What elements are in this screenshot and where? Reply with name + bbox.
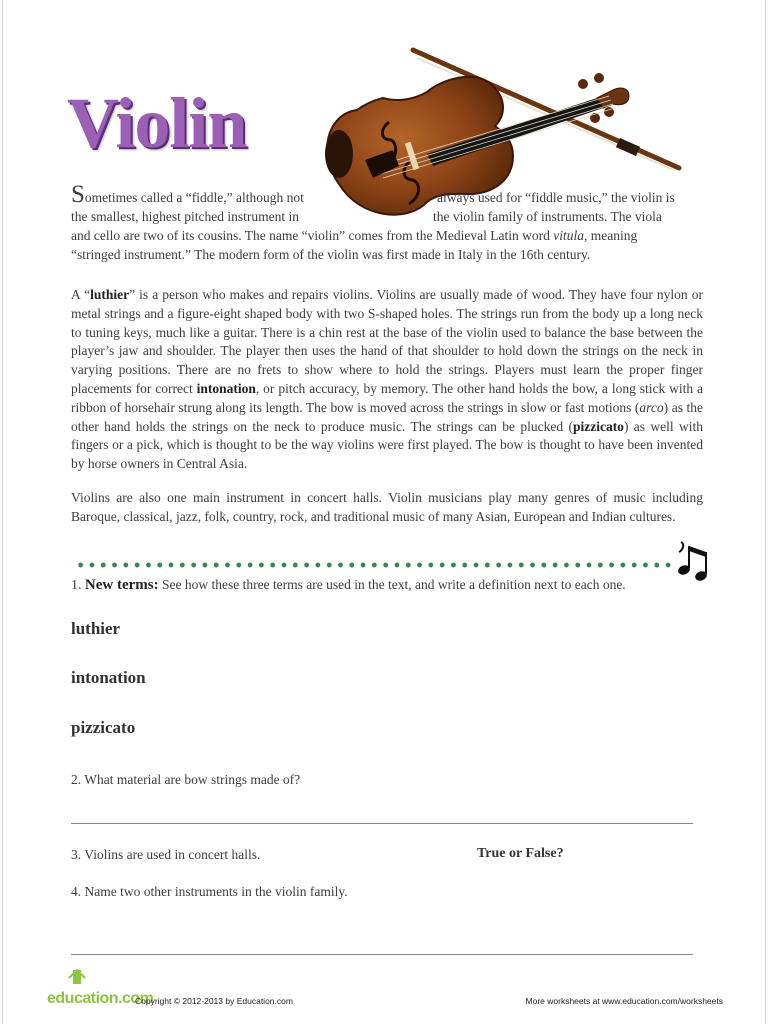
intro-line3-text: and cello are two of its cousins. The name “violin” comes from the Medieval Latin word (71, 228, 554, 243)
intro-paragraph (71, 181, 703, 266)
term-luthier: luthier (90, 287, 130, 302)
music-notes-icon (675, 538, 713, 582)
question-3: 3. Violins are used in concert halls. (71, 847, 261, 862)
drop-cap: S (71, 181, 85, 208)
q1-number: 1. (71, 578, 82, 593)
term-pizzicato: pizzicato (572, 418, 624, 434)
intro-line1-right: always used for “fiddle music,” the violin is (437, 190, 675, 205)
worksheet-page (2, 0, 766, 1024)
term-item-luthier: luthier (71, 619, 121, 638)
term-item-pizzicato: pizzicato (71, 718, 136, 737)
footer (3, 968, 767, 1018)
intro-line2-left: the smallest, highest pitched instrument in (71, 209, 299, 224)
true-false-prompt: True or False? (477, 846, 564, 861)
intro-line2-right: the violin family of instruments. The viola (433, 209, 662, 224)
answer-line-q2 (71, 823, 693, 824)
intro-line3 (71, 227, 637, 246)
luthier-paragraph (71, 286, 703, 474)
question-2: 2. What material are bow strings made of? (71, 772, 301, 787)
concert-paragraph: Violins are also one main instrument in concert halls. Violin musicians play many genres of music including Baroque, classical, jazz, folk, country, rock, and traditional music of many Asian, European and Indian cultures. (71, 490, 703, 524)
term-arco: arco (639, 399, 664, 415)
para2-text-b: ” is a person who makes and repairs violins. Violins are usually made of wood. They have four nylon or metal strings and a figure-eight shaped body with two S-shaped holes. The strings run from the body up a long neck to tuning keys, much like a guitar. There is a chin rest at the base of the violin used to balance the base between the player’s jaw and shoulder. The player then uses the hand of that shoulder to hold down the strings on the neck in varying positions. There are no frets to show where to hold the strings. Players must learn the proper finger placements for correct (71, 287, 703, 396)
education-com-wordmark: education.com (47, 990, 154, 1007)
para2-text-a: A “ (71, 287, 91, 302)
para2-text-c: , or pitch accuracy, by memory. The other hand holds the bow, a long stick with a ribbon of horsehair strung along its length. The bow is moved across the strings in slow or fast motions ( (71, 380, 703, 415)
answer-line-q4 (71, 954, 693, 955)
intro-line3-end: , meaning (584, 228, 638, 243)
dotted-divider (75, 562, 673, 568)
question-1 (71, 577, 626, 594)
copyright-text: Copyright © 2012-2013 by Education.com (135, 996, 293, 1006)
term-item-intonation: intonation (71, 668, 146, 687)
q1-text: See how these three terms are used in the text, and write a definition next to each one. (158, 577, 626, 592)
q1-lead: New terms: (84, 577, 159, 593)
term-intonation: intonation (196, 380, 256, 396)
intro-line4: “stringed instrument.” The modern form of the violin was first made in Italy in the 16th century. (71, 247, 591, 262)
para2-text-e: ) as well with fingers or a pick, which is thought to be the way violins were first played. The bow is thought to have been invented by horse owners in Central Asia. (71, 418, 703, 472)
question-4: 4. Name two other instruments in the violin family. (71, 884, 348, 899)
more-worksheets-link[interactable]: More worksheets at www.education.com/worksheets (525, 996, 723, 1006)
para2-text-d: ) as the other hand holds the strings on the neck to produce music. The strings can be plucked ( (71, 399, 703, 434)
vitula-word: vitula (553, 228, 584, 243)
intro-line1-left: ometimes called a “fiddle,” although not (84, 190, 304, 205)
page-title: Violin (67, 83, 247, 163)
